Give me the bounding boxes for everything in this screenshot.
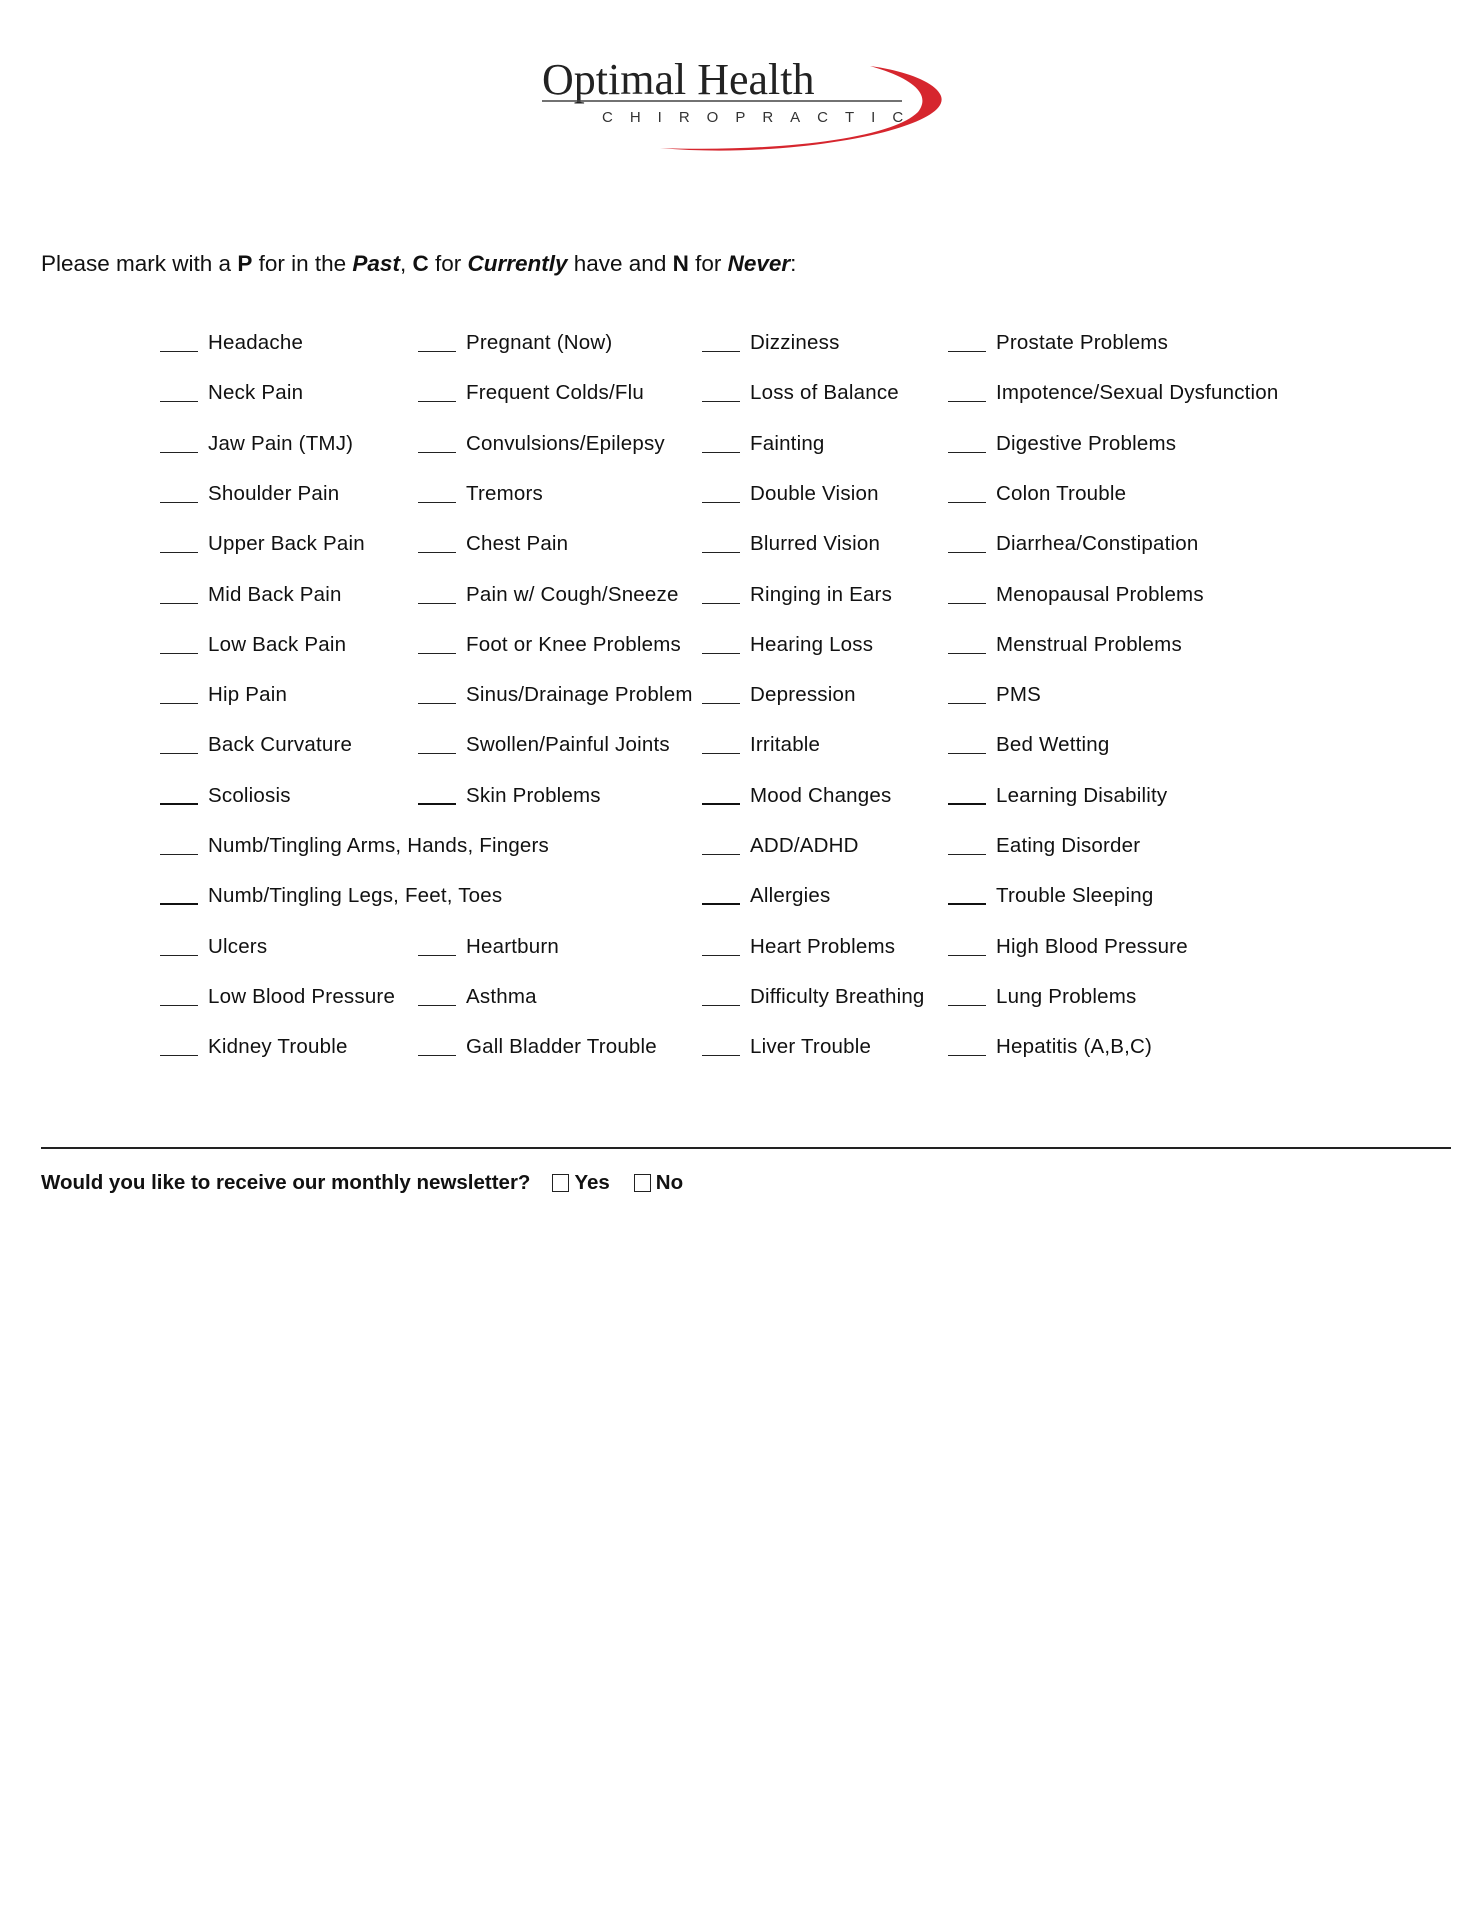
condition-item <box>160 1032 348 1062</box>
condition-label: Sinus/Drainage Problem <box>466 683 693 706</box>
condition-item <box>702 378 899 408</box>
condition-item <box>948 831 1140 861</box>
condition-item <box>418 932 559 962</box>
condition-item <box>418 429 665 459</box>
condition-label: Low Back Pain <box>208 633 347 656</box>
answer-blank[interactable] <box>418 1005 456 1006</box>
condition-item <box>702 881 830 911</box>
condition-item <box>948 1032 1152 1062</box>
condition-item <box>948 580 1204 610</box>
condition-label: Asthma <box>466 985 537 1008</box>
answer-blank[interactable] <box>160 502 198 503</box>
condition-label: Diarrhea/Constipation <box>996 532 1199 555</box>
newsletter-yes-checkbox[interactable] <box>552 1174 569 1192</box>
answer-blank[interactable] <box>948 803 986 805</box>
condition-item <box>418 479 543 509</box>
answer-blank[interactable] <box>160 1055 198 1056</box>
condition-item <box>418 529 568 559</box>
condition-label: Skin Problems <box>466 784 601 807</box>
condition-item <box>418 328 612 358</box>
condition-item <box>160 328 303 358</box>
optimal-health-logo <box>540 56 950 156</box>
condition-item <box>702 328 840 358</box>
condition-item <box>948 982 1137 1012</box>
condition-label: Irritable <box>750 733 821 756</box>
condition-item <box>702 429 825 459</box>
answer-blank[interactable] <box>702 803 740 805</box>
condition-item <box>418 1032 657 1062</box>
answer-blank[interactable] <box>418 452 456 453</box>
condition-item <box>948 781 1167 811</box>
answer-blank[interactable] <box>702 1005 740 1006</box>
condition-label: Frequent Colds/Flu <box>466 381 644 404</box>
condition-label: Mid Back Pain <box>208 583 342 606</box>
condition-item <box>160 378 303 408</box>
condition-label: Hepatitis (A,B,C) <box>996 1035 1153 1058</box>
answer-blank[interactable] <box>418 603 456 604</box>
answer-blank[interactable] <box>948 753 986 754</box>
answer-blank[interactable] <box>948 502 986 503</box>
newsletter-question: Would you like to receive our monthly newsletter? <box>41 1171 531 1194</box>
condition-label: Learning Disability <box>996 784 1168 807</box>
condition-label: Pain w/ Cough/Sneeze <box>466 583 679 606</box>
answer-blank[interactable] <box>948 1055 986 1056</box>
condition-label: Jaw Pain (TMJ) <box>208 432 354 455</box>
condition-label: Eating Disorder <box>996 834 1141 857</box>
condition-item <box>418 730 670 760</box>
condition-label: Numb/Tingling Arms, Hands, Fingers <box>208 834 549 857</box>
answer-blank[interactable] <box>418 351 456 352</box>
answer-blank[interactable] <box>702 351 740 352</box>
newsletter-no-label: No <box>655 1171 684 1194</box>
condition-label: Upper Back Pain <box>208 532 365 555</box>
newsletter-row <box>41 1171 683 1195</box>
condition-label: Difficulty Breathing <box>750 985 925 1008</box>
condition-item <box>418 580 679 610</box>
condition-item <box>160 429 353 459</box>
condition-label: Hip Pain <box>208 683 288 706</box>
condition-label: Digestive Problems <box>996 432 1177 455</box>
condition-label: Shoulder Pain <box>208 482 340 505</box>
answer-blank[interactable] <box>418 653 456 654</box>
answer-blank[interactable] <box>948 452 986 453</box>
answer-blank[interactable] <box>948 603 986 604</box>
condition-item <box>948 932 1188 962</box>
answer-blank[interactable] <box>160 603 198 604</box>
answer-blank[interactable] <box>702 603 740 604</box>
condition-label: Bed Wetting <box>996 733 1110 756</box>
condition-label: Numb/Tingling Legs, Feet, Toes <box>208 884 503 907</box>
condition-label: Ringing in Ears <box>750 583 893 606</box>
condition-item <box>702 529 880 559</box>
answer-blank[interactable] <box>418 502 456 503</box>
condition-label: Allergies <box>750 884 831 907</box>
answer-blank[interactable] <box>160 955 198 956</box>
condition-label: Convulsions/Epilepsy <box>466 432 665 455</box>
condition-item <box>160 680 287 710</box>
answer-blank[interactable] <box>702 653 740 654</box>
answer-blank[interactable] <box>948 703 986 704</box>
condition-item <box>948 378 1279 408</box>
condition-item <box>702 982 925 1012</box>
condition-item <box>948 881 1153 911</box>
condition-item <box>418 378 644 408</box>
condition-item <box>948 730 1110 760</box>
answer-blank[interactable] <box>418 955 456 956</box>
condition-item <box>702 479 879 509</box>
condition-label: Loss of Balance <box>750 381 899 404</box>
condition-label: Impotence/Sexual Dysfunction <box>996 381 1279 404</box>
answer-blank[interactable] <box>160 452 198 453</box>
condition-label: Foot or Knee Problems <box>466 633 681 656</box>
answer-blank[interactable] <box>702 703 740 704</box>
condition-label: Swollen/Painful Joints <box>466 733 670 756</box>
answer-blank[interactable] <box>160 653 198 654</box>
condition-label: Fainting <box>750 432 825 455</box>
condition-label: Colon Trouble <box>996 482 1127 505</box>
condition-item <box>948 630 1182 660</box>
condition-item <box>160 529 365 559</box>
answer-blank[interactable] <box>702 854 740 855</box>
answer-blank[interactable] <box>702 1055 740 1056</box>
answer-blank[interactable] <box>948 351 986 352</box>
answer-blank[interactable] <box>160 1005 198 1006</box>
condition-item <box>160 479 339 509</box>
condition-item <box>948 680 1041 710</box>
answer-blank[interactable] <box>160 351 198 352</box>
answer-blank[interactable] <box>160 854 198 855</box>
answer-blank[interactable] <box>702 452 740 453</box>
answer-blank[interactable] <box>948 854 986 855</box>
condition-label: High Blood Pressure <box>996 935 1188 958</box>
condition-item <box>160 932 267 962</box>
condition-item <box>418 630 681 660</box>
condition-item <box>702 781 891 811</box>
answer-blank[interactable] <box>160 753 198 754</box>
newsletter-yes-label: Yes <box>574 1171 610 1194</box>
condition-label: Heartburn <box>466 935 559 958</box>
answer-blank[interactable] <box>160 903 198 905</box>
condition-label: Gall Bladder Trouble <box>466 1035 657 1058</box>
condition-item <box>160 730 352 760</box>
answer-blank[interactable] <box>418 552 456 553</box>
condition-label: Mood Changes <box>750 784 892 807</box>
answer-blank[interactable] <box>418 703 456 704</box>
condition-item <box>160 580 342 610</box>
condition-label: Dizziness <box>750 331 840 354</box>
condition-item <box>702 630 873 660</box>
answer-blank[interactable] <box>702 903 740 905</box>
condition-label: PMS <box>996 683 1042 706</box>
condition-item <box>160 881 502 911</box>
condition-item <box>702 730 820 760</box>
condition-label: Trouble Sleeping <box>996 884 1154 907</box>
answer-blank[interactable] <box>702 401 740 402</box>
condition-label: Neck Pain <box>208 381 304 404</box>
answer-blank[interactable] <box>948 653 986 654</box>
condition-label: Depression <box>750 683 856 706</box>
instructions: Please mark with a P for in the Past, C for Currently have and N for Never: <box>41 251 797 276</box>
condition-label: Menstrual Problems <box>996 633 1182 656</box>
answer-blank[interactable] <box>160 552 198 553</box>
condition-label: Menopausal Problems <box>996 583 1204 606</box>
condition-label: Liver Trouble <box>750 1035 872 1058</box>
condition-label: Tremors <box>466 482 543 505</box>
condition-label: Low Blood Pressure <box>208 985 396 1008</box>
condition-label: Kidney Trouble <box>208 1035 348 1058</box>
answer-blank[interactable] <box>702 955 740 956</box>
condition-label: Headache <box>208 331 304 354</box>
logo-subtitle: CHIROPRACTIC <box>602 109 921 126</box>
condition-label: ADD/ADHD <box>750 834 859 857</box>
condition-label: Ulcers <box>208 935 268 958</box>
condition-label: Blurred Vision <box>750 532 881 555</box>
answer-blank[interactable] <box>418 753 456 754</box>
condition-label: Lung Problems <box>996 985 1137 1008</box>
logo-name: Optimal Health <box>542 56 815 104</box>
answer-blank[interactable] <box>948 552 986 553</box>
logo <box>540 56 950 156</box>
answer-blank[interactable] <box>948 955 986 956</box>
condition-item <box>948 429 1176 459</box>
condition-item <box>418 982 537 1012</box>
newsletter-no-checkbox[interactable] <box>634 1174 651 1192</box>
condition-item <box>948 529 1198 559</box>
condition-label: Chest Pain <box>466 532 569 555</box>
answer-blank[interactable] <box>702 552 740 553</box>
answer-blank[interactable] <box>948 903 986 905</box>
condition-item <box>160 630 346 660</box>
condition-item <box>160 831 549 861</box>
condition-item <box>702 580 892 610</box>
divider <box>41 1147 1451 1149</box>
condition-label: Scoliosis <box>208 784 291 807</box>
answer-blank[interactable] <box>948 1005 986 1006</box>
condition-item <box>702 932 895 962</box>
answer-blank[interactable] <box>702 753 740 754</box>
answer-blank[interactable] <box>160 401 198 402</box>
answer-blank[interactable] <box>418 401 456 402</box>
condition-item <box>418 781 601 811</box>
condition-label: Heart Problems <box>750 935 896 958</box>
condition-item <box>418 680 693 710</box>
condition-item <box>702 680 856 710</box>
condition-item <box>702 1032 871 1062</box>
answer-blank[interactable] <box>418 1055 456 1056</box>
answer-blank[interactable] <box>160 703 198 704</box>
condition-item <box>160 982 395 1012</box>
condition-item <box>948 328 1168 358</box>
condition-item <box>160 781 291 811</box>
condition-label: Prostate Problems <box>996 331 1169 354</box>
condition-item <box>702 831 859 861</box>
answer-blank[interactable] <box>418 803 456 805</box>
answer-blank[interactable] <box>702 502 740 503</box>
answer-blank[interactable] <box>948 401 986 402</box>
condition-label: Hearing Loss <box>750 633 874 656</box>
condition-label: Double Vision <box>750 482 879 505</box>
condition-label: Pregnant (Now) <box>466 331 613 354</box>
answer-blank[interactable] <box>160 803 198 805</box>
condition-label: Back Curvature <box>208 733 353 756</box>
condition-item <box>948 479 1126 509</box>
